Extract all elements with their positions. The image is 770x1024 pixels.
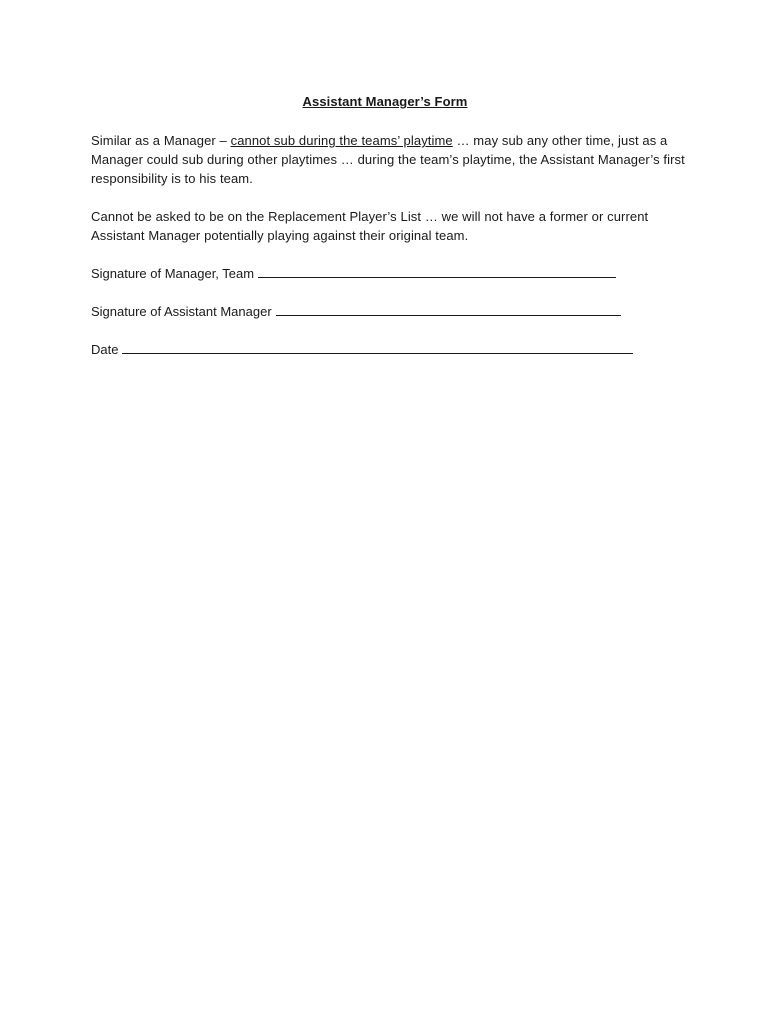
manager-signature-row xyxy=(91,264,616,283)
date-row xyxy=(91,340,633,359)
form-title: Assistant Manager’s Form xyxy=(302,94,468,109)
paragraph-1-before: Similar as a Manager – xyxy=(91,133,231,148)
paragraph-1-after: … may sub any other time, just as a Manager could sub during other playtimes … during the team’s playtime, the Assistant Manager’s first responsibility is to his team. xyxy=(91,133,685,186)
paragraph-1-underlined: cannot sub during the teams’ playtime xyxy=(230,133,453,148)
date-line[interactable] xyxy=(122,340,633,354)
paragraph-sub-rules xyxy=(91,131,691,188)
assistant-signature-line[interactable] xyxy=(276,302,621,316)
date-label: Date xyxy=(91,342,119,357)
manager-signature-label: Signature of Manager, Team xyxy=(91,266,255,281)
paragraph-replacement-list: Cannot be asked to be on the Replacement Player’s List … we will not have a former or current Assistant Manager potentially playing against their original team. xyxy=(91,209,649,243)
assistant-signature-row xyxy=(91,302,621,321)
assistant-signature-label: Signature of Assistant Manager xyxy=(91,304,272,319)
manager-signature-line[interactable] xyxy=(258,264,616,278)
